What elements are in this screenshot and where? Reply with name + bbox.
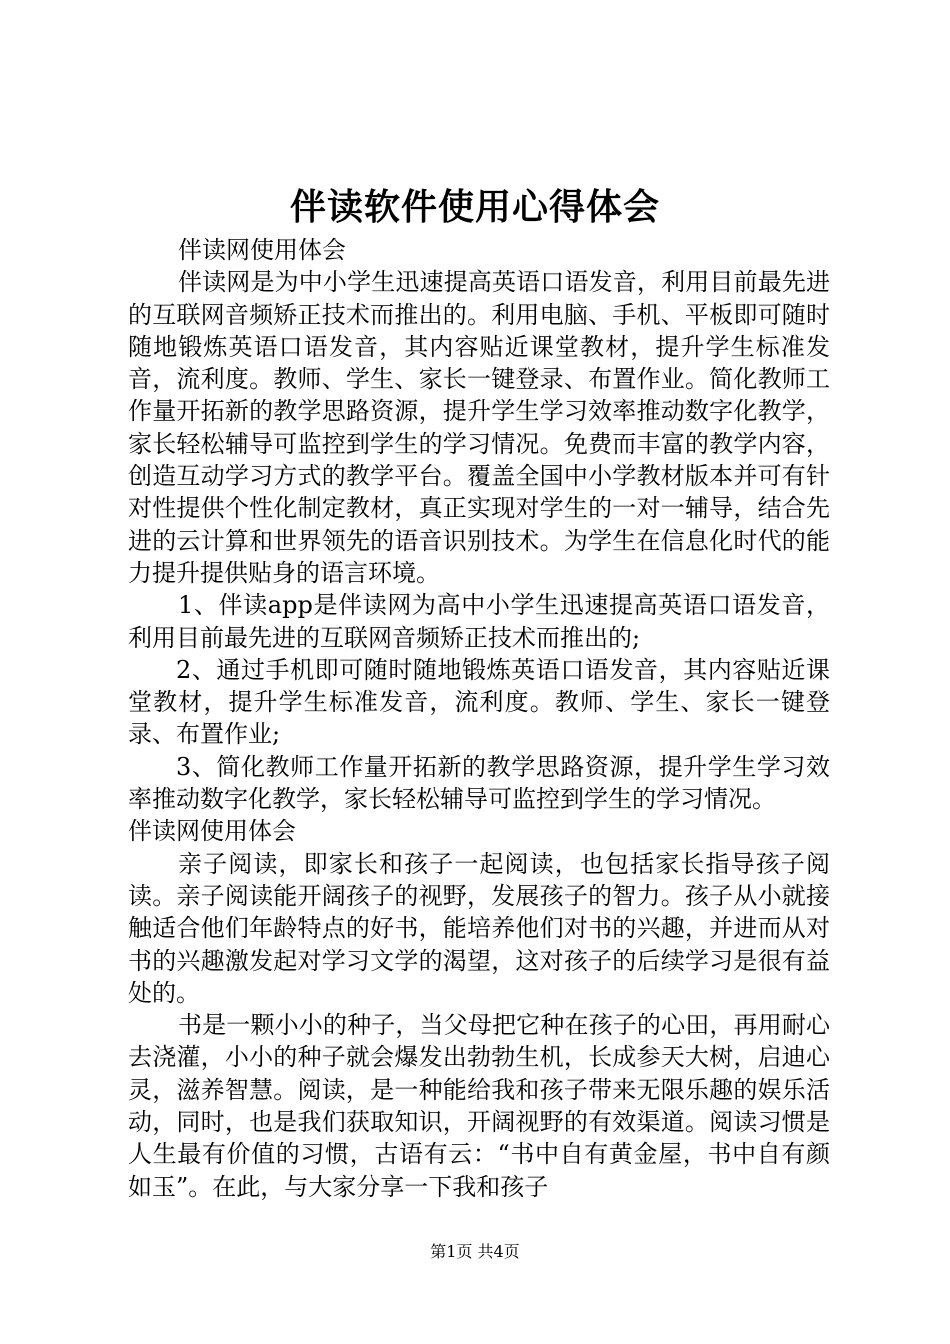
paragraph-item-1: 1、伴读app是伴读网为高中小学生迅速提高英语口语发音，利用目前最先进的互联网音频矫正技术而推出的; <box>128 591 830 652</box>
paragraph-parent-child-reading: 亲子阅读，即家长和孩子一起阅读，也包括家长指导孩子阅读。亲子阅读能开阔孩子的视野，发展孩子的智力。孩子从小就接触适合他们年龄特点的好书，能培养他们对书的兴趣，并进而从对书的兴趣激发起对学习文学的渴望，这对孩子的后续学习是很有益处的。 <box>128 849 830 1007</box>
page-number-footer: 第1页 共4页 <box>430 1242 520 1261</box>
paragraph-book-seed: 书是一颗小小的种子，当父母把它种在孩子的心田，再用耐心去浇灌，小小的种子就会爆发出勃勃生机，长成参天大树，启迪心灵，滋养智慧。阅读，是一种能给我和孩子带来无限乐趣的娱乐活动，同时，也是我们获取知识，开阔视野的有效渠道。阅读习惯是人生最有价值的习惯，古语有云：“书中自有黄金屋，书中自有颜如玉”。在此，与大家分享一下我和孩子 <box>128 1011 830 1201</box>
paragraph-item-3: 3、简化教师工作量开拓新的教学思路资源，提升学生学习效率推动数字化教学，家长轻松辅导可监控到学生的学习情况。 <box>128 752 830 814</box>
document-body <box>128 234 830 1203</box>
paragraph-item-2: 2、通过手机即可随时随地锻炼英语口语发音，其内容贴近课堂教材，提升学生标准发音，流利度。教师、学生、家长一键登录、布置作业; <box>128 655 830 749</box>
paragraph-subtitle-2: 伴读网使用体会 <box>128 817 296 846</box>
paragraph-subtitle-1: 伴读网使用体会 <box>178 236 346 264</box>
document-title: 伴读软件使用心得体会 <box>289 187 660 228</box>
paragraph-intro: 伴读网是为中小学生迅速提高英语口语发音，利用目前最先进的互联网音频矫正技术而推出的。利用电脑、手机、平板即可随时随地锻炼英语口语发音，其内容贴近课堂教材，提升学生标准发音，流利度。教师、学生、家长一键登录、布置作业。简化教师工作量开拓新的教学思路资源，提升学生学习效率推动数字化教学，家长轻松辅导可监控到学生的学习情况。免费而丰富的教学内容，创造互动学习方式的教学平台。覆盖全国中小学教材版本并可有针对性提供个性化制定教材，真正实现对学生的一对一辅导，结合先进的云计算和世界领先的语音识别技术。为学生在信息化时代的能力提升提供贴身的语言环境。 <box>128 268 830 587</box>
